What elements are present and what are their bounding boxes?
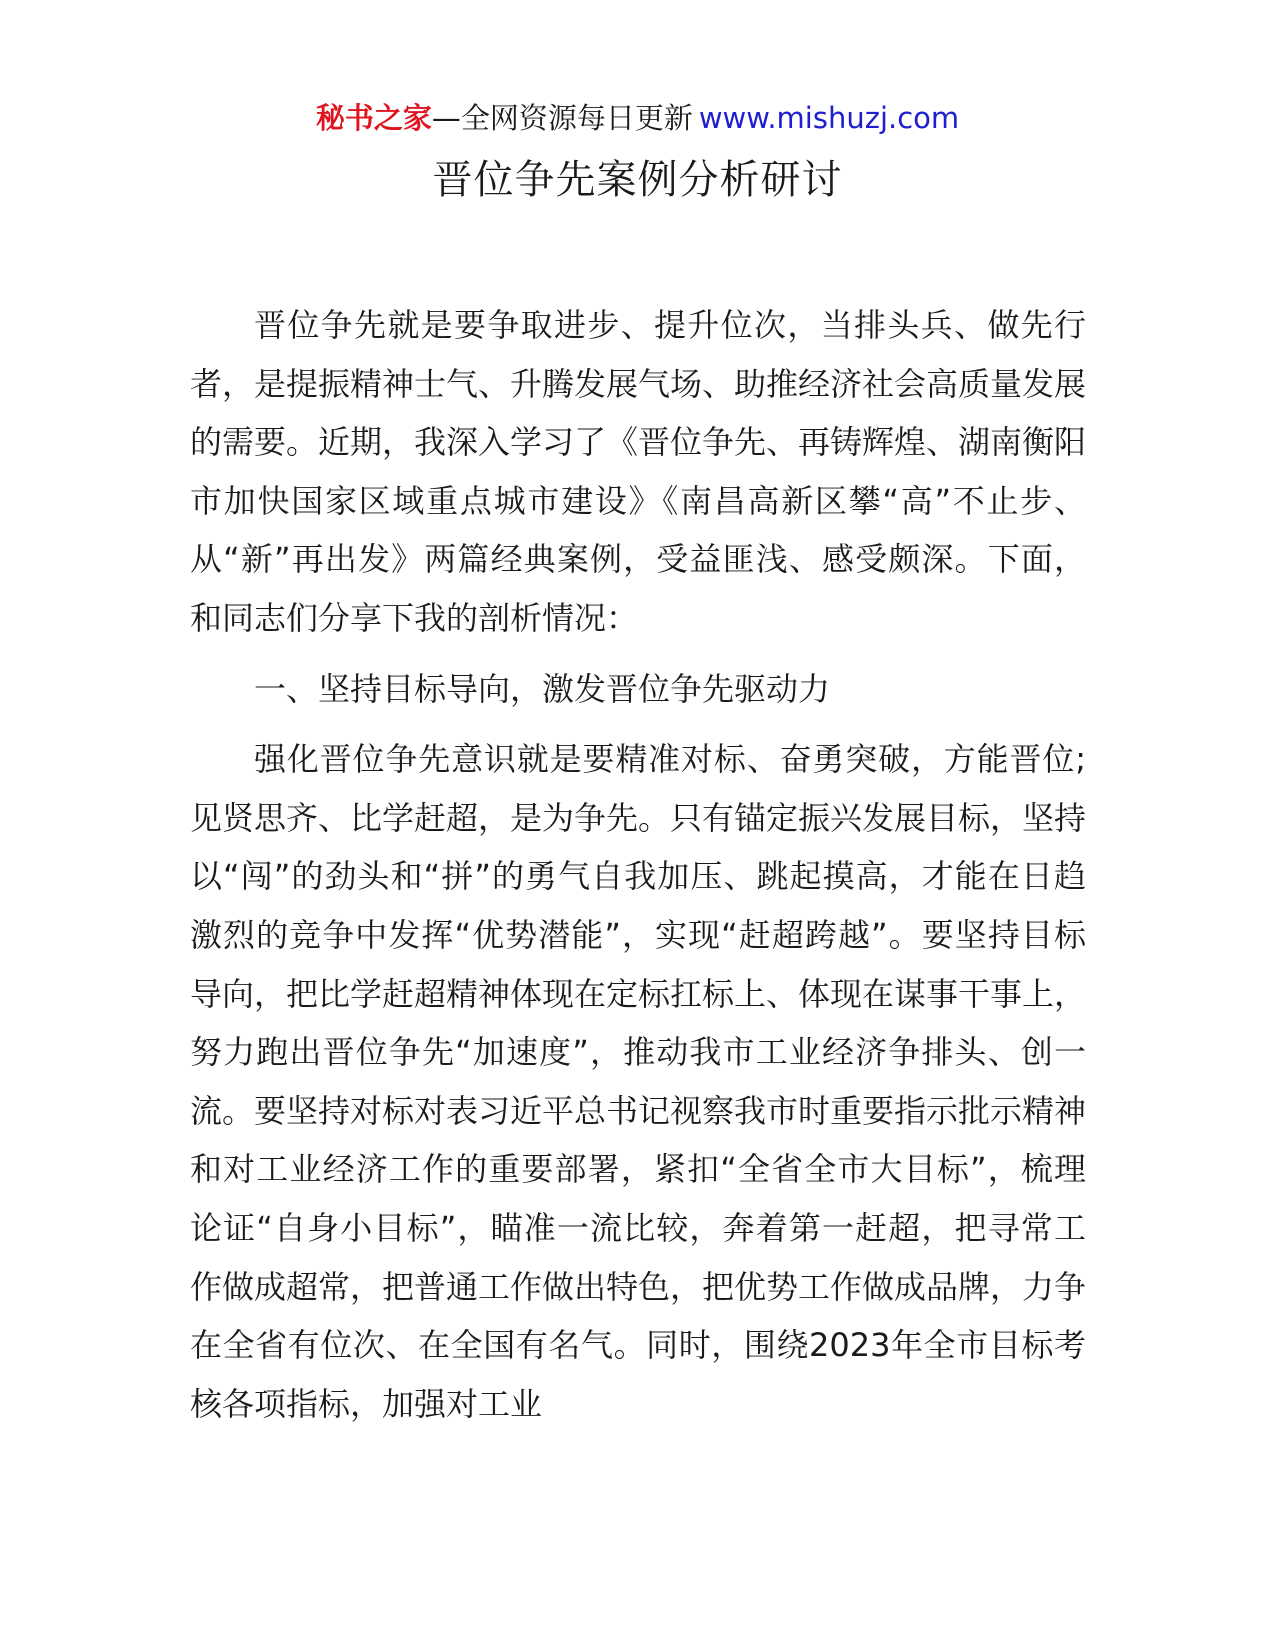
site-url-link[interactable]: www.mishuzj.com — [698, 101, 960, 135]
site-header — [0, 98, 1275, 138]
document-body — [190, 296, 1086, 1445]
site-name: 秘书之家 — [315, 101, 432, 135]
body-paragraph: 强化晋位争先意识就是要精准对标、奋勇突破，方能晋位;见贤思齐、比学赶超，是为争先。只有锚定振兴发展目标，坚持以“闯”的劲头和“拼”的勇气自我加压、跳起摸高，才能在日趋激烈的竞争中发挥“优势潜能”，实现“赶超跨越”。要坚持目标导向，把比学赶超精神体现在定标扛标上、体现在谋事干事上，努力跑出晋位争先“加速度”，推动我市工业经济争排头、创一流。要坚持对标对表习近平总书记视察我市时重要指示批示精神和对工业经济工作的重要部署，紧扣“全省全市大目标”，梳理论证“自身小目标”，瞄准一流比较，奔着第一赶超，把寻常工作做成超常，把普通工作做出特色，把优势工作做成品牌，力争在全省有位次、在全国有名气。同时，围绕2023年全市目标考核各项指标，加强对工业 — [190, 740, 1087, 1423]
section-heading: 一、坚持目标导向，激发晋位争先驱动力 — [254, 669, 831, 708]
intro-paragraph: 晋位争先就是要争取进步、提升位次，当排头兵、做先行者，是提振精神士气、升腾发展气场、助推经济社会高质量发展的需要。近期，我深入学习了《晋位争先、再铸辉煌、湖南衡阳市加快国家区域重点城市建设》《南昌高新区攀“高”不止步、从“新”再出发》两篇经典案例，受益匪浅、感受颇深。下面，和同志们分享下我的剖析情况： — [190, 306, 1087, 637]
document-title: 晋位争先案例分析研讨 — [432, 157, 843, 203]
site-slogan: —全网资源每日更新 — [431, 101, 693, 135]
